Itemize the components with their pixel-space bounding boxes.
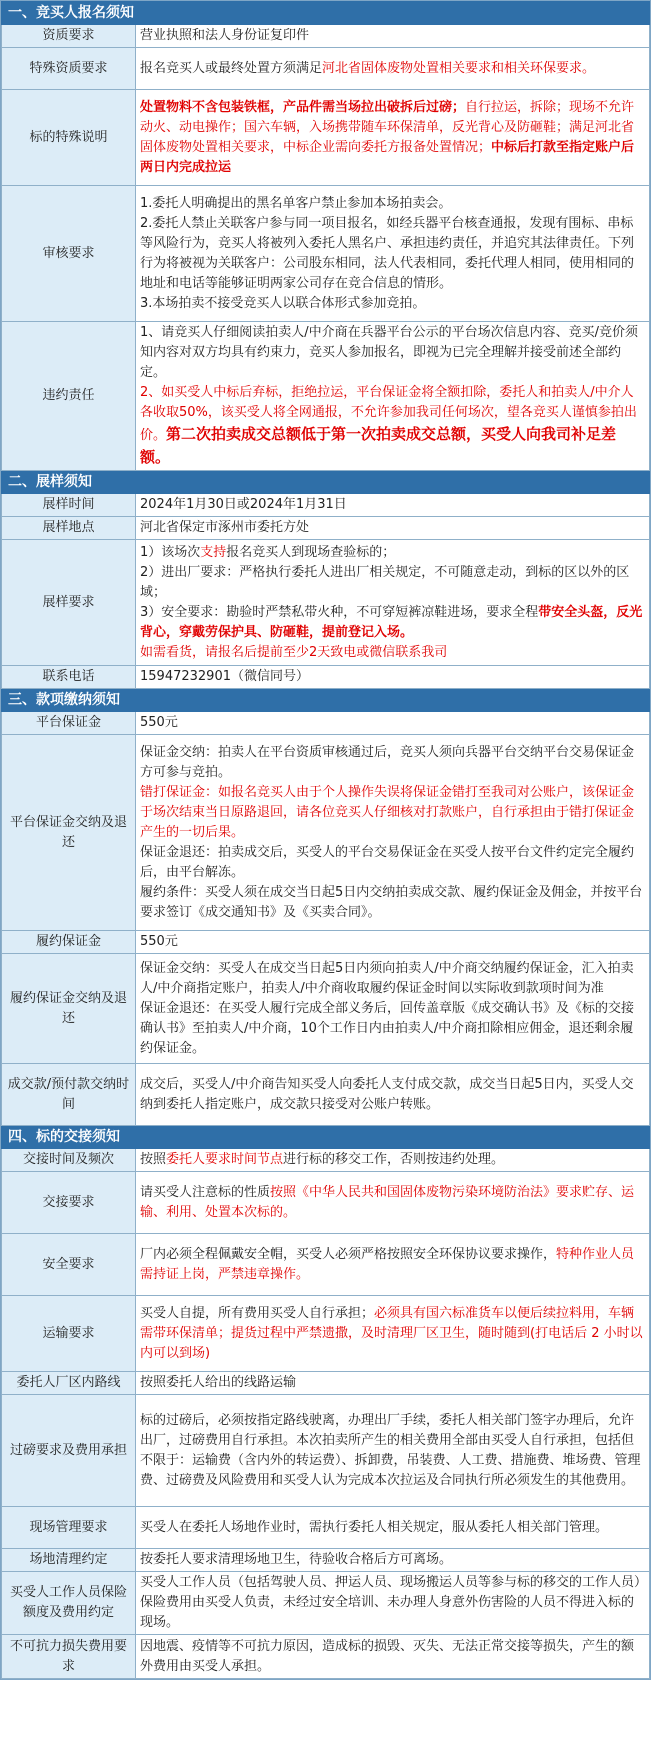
row-platform-deposit-rules [2, 735, 650, 931]
row-site-management [2, 1507, 650, 1549]
row-label: 违约责任 [2, 322, 136, 471]
row-label: 运输要求 [2, 1296, 136, 1372]
row-payment-time [2, 1064, 650, 1126]
row-value: 买受人自提，所有费用买受人自行承担；必须具有国六标准货车以便后续拉料用，车辆需带环保清单；提货过程中严禁遗撒，及时清理厂区卫生，随时随到(打电话后 2 小时以内可以到场) [136, 1296, 650, 1372]
row-value: 1.委托人明确提出的黑名单客户禁止参加本场拍卖会。 2.委托人禁止关联客户参与同一项目报名，如经兵器平台核查通报，发现有围标、串标等风险行为，竞买人将被列入委托人黑名户、承担违约责任，并追究其法律责任。下列行为将被视为关联客户：公司股东相同，法人代表相同，委托代理人相同，使用相同的地址和电话等能够证明两家公司存在竞合信息的情形。 3.本场拍卖不接受竞买人以联合体形式参加竞拍。 [136, 186, 650, 322]
row-weighing-fees [2, 1395, 650, 1507]
row-label: 特殊资质要求 [2, 48, 136, 90]
row-sample-place [2, 517, 650, 540]
section-header-payment: 三、款项缴纳须知 [2, 689, 650, 712]
row-value: 按照委托人要求时间节点进行标的移交工作，否则按违约处理。 [136, 1149, 650, 1172]
row-label: 安全要求 [2, 1234, 136, 1296]
row-value: 买受人在委托人场地作业时，需执行委托人相关规定，服从委托人相关部门管理。 [136, 1507, 650, 1549]
row-value: 标的过磅后，必须按指定路线驶离，办理出厂手续，委托人相关部门签字办理后，允许出厂，过磅费用自行承担。本次拍卖所产生的相关费用全部由买受人自行承担，包括但不限于：运输费（含内外的转运费）、拆卸费，吊装费、人工费、措施费、堆场费、管理费、过磅费及风险费用和买受人认为完成本次拉运及合同执行所必须发生的其他费用。 [136, 1395, 650, 1507]
row-value: 按委托人要求清理场地卫生，待验收合格后方可离场。 [136, 1549, 650, 1572]
row-handover-requirements [2, 1172, 650, 1234]
row-sample-requirements [2, 540, 650, 666]
row-value: 报名竞买人或最终处置方须满足河北省固体废物处置相关要求和相关环保要求。 [136, 48, 650, 90]
row-label: 不可抗力损失费用要求 [2, 1635, 136, 1679]
row-value: 因地震、疫情等不可抗力原因，造成标的损毁、灭失、无法正常交接等损失，产生的额外费用由买受人承担。 [136, 1635, 650, 1679]
row-label: 买受人工作人员保险额度及费用约定 [2, 1572, 136, 1635]
row-value: 2024年1月30日或2024年1月31日 [136, 494, 650, 517]
row-sample-time [2, 494, 650, 517]
section-header-sample: 二、展样须知 [2, 471, 650, 494]
row-value: 550元 [136, 712, 650, 735]
row-special-note [2, 90, 650, 186]
row-label: 现场管理要求 [2, 1507, 136, 1549]
row-label: 过磅要求及费用承担 [2, 1395, 136, 1507]
row-site-cleanup [2, 1549, 650, 1572]
row-contact-phone [2, 666, 650, 689]
section-header-handover: 四、标的交接须知 [2, 1126, 650, 1149]
row-value: 15947232901（微信同号） [136, 666, 650, 689]
row-value: 买受人工作人员（包括驾驶人员、押运人员、现场搬运人员等参与标的移交的工作人员）保险费用由买受人负责，未经过安全培训、未办理人身意外伤害险的人员不得进入标的现场。 [136, 1572, 650, 1635]
row-value: 厂内必须全程佩戴安全帽，买受人必须严格按照安全环保协议要求操作，特种作业人员需持证上岗，严禁违章操作。 [136, 1234, 650, 1296]
row-handover-time [2, 1149, 650, 1172]
row-label: 委托人厂区内路线 [2, 1372, 136, 1395]
row-safety-requirements [2, 1234, 650, 1296]
row-value: 保证金交纳：买受人在成交当日起5日内须向拍卖人/中介商交纳履约保证金，汇入拍卖人/中介商指定账户，拍卖人/中介商收取履约保证金时间以实际收到款项时间为准 保证金退还：在买受人履行完成全部义务后，回传盖章版《成交确认书》及《标的交接确认书》至拍卖人/中介商，10个工作日内由拍卖人/中介商扣除相应佣金，退还剩余履约保证金。 [136, 954, 650, 1064]
row-platform-deposit [2, 712, 650, 735]
row-label: 履约保证金 [2, 931, 136, 954]
row-label: 标的特殊说明 [2, 90, 136, 186]
row-factory-route [2, 1372, 650, 1395]
row-value: 请买受人注意标的性质按照《中华人民共和国固体废物污染环境防治法》要求贮存、运输、利用、处置本次标的。 [136, 1172, 650, 1234]
row-review-requirements [2, 186, 650, 322]
row-label: 履约保证金交纳及退还 [2, 954, 136, 1064]
notice-table [1, 1, 650, 1679]
row-label: 交接要求 [2, 1172, 136, 1234]
row-value: 河北省保定市涿州市委托方处 [136, 517, 650, 540]
row-staff-insurance [2, 1572, 650, 1635]
row-label: 成交款/预付款交纳时间 [2, 1064, 136, 1126]
row-label: 展样要求 [2, 540, 136, 666]
row-label: 场地清理约定 [2, 1549, 136, 1572]
row-label: 展样时间 [2, 494, 136, 517]
row-value: 处置物料不含包装铁框，产品件需当场拉出破拆后过磅；自行拉运，拆除；现场不允许动火、动电操作；国六车辆，入场携带随车环保清单，反光背心及防砸鞋；满足河北省固体废物处置相关要求，中标企业需向委托方报备处置情况；中标后打款至指定账户后两日内完成拉运 [136, 90, 650, 186]
row-transport-requirements [2, 1296, 650, 1372]
row-label: 审核要求 [2, 186, 136, 322]
row-label: 平台保证金交纳及退还 [2, 735, 136, 931]
row-value: 1、请竞买人仔细阅读拍卖人/中介商在兵器平台公示的平台场次信息内容、竞买/竞价须知内容对双方均具有约束力，竞买人参加报名，即视为已完全理解并接受前述全部约定。 2、如买受人中标后弃标，拒绝拉运，平台保证金将全额扣除，委托人和拍卖人/中介人各收取50%，该买受人将全网通报，不允许参加我司任何场次，望各竞买人谨慎参拍出价。第二次拍卖成交总额低于第一次拍卖成交总额，买受人向我司补足差额。 [136, 322, 650, 471]
row-value: 550元 [136, 931, 650, 954]
row-special-qualification [2, 48, 650, 90]
row-value: 按照委托人给出的线路运输 [136, 1372, 650, 1395]
row-qualification [2, 25, 650, 48]
row-label: 联系电话 [2, 666, 136, 689]
row-label: 资质要求 [2, 25, 136, 48]
row-value: 成交后，买受人/中介商告知买受人向委托人支付成交款，成交当日起5日内，买受人交纳到委托人指定账户，成交款只接受对公账户转账。 [136, 1064, 650, 1126]
row-value: 保证金交纳：拍卖人在平台资质审核通过后，竞买人须向兵器平台交纳平台交易保证金方可参与竞拍。 错打保证金：如报名竞买人由于个人操作失误将保证金错打至我司对公账户，该保证金于场次结束当日原路退回，请各位竞买人仔细核对打款账户，自行承担由于错打保证金产生的一切后果。 保证金退还：拍卖成交后，买受人的平台交易保证金在买受人按平台文件约定完全履约后，由平台解冻。 履约条件：买受人须在成交当日起5日内交纳拍卖成交款、履约保证金及佣金，并按平台要求签订《成交通知书》及《买卖合同》。 [136, 735, 650, 931]
row-performance-deposit [2, 931, 650, 954]
row-value: 营业执照和法人身份证复印件 [136, 25, 650, 48]
row-label: 平台保证金 [2, 712, 136, 735]
row-label: 展样地点 [2, 517, 136, 540]
row-value: 1）该场次支持报名竞买人到现场查验标的； 2）进出厂要求：严格执行委托人进出厂相关规定，不可随意走动，到标的区以外的区域； 3）安全要求：勘验时严禁私带火种，不可穿短裤凉鞋进场，要求全程带安全头盔，反光背心，穿戴劳保护具、防砸鞋，提前登记入场。 如需看货，请报名后提前至少2天致电或微信联系我司 [136, 540, 650, 666]
row-force-majeure [2, 1635, 650, 1679]
row-breach-liability [2, 322, 650, 471]
row-performance-deposit-rules [2, 954, 650, 1064]
section-header-registration: 一、竞买人报名须知 [2, 2, 650, 25]
row-label: 交接时间及频次 [2, 1149, 136, 1172]
